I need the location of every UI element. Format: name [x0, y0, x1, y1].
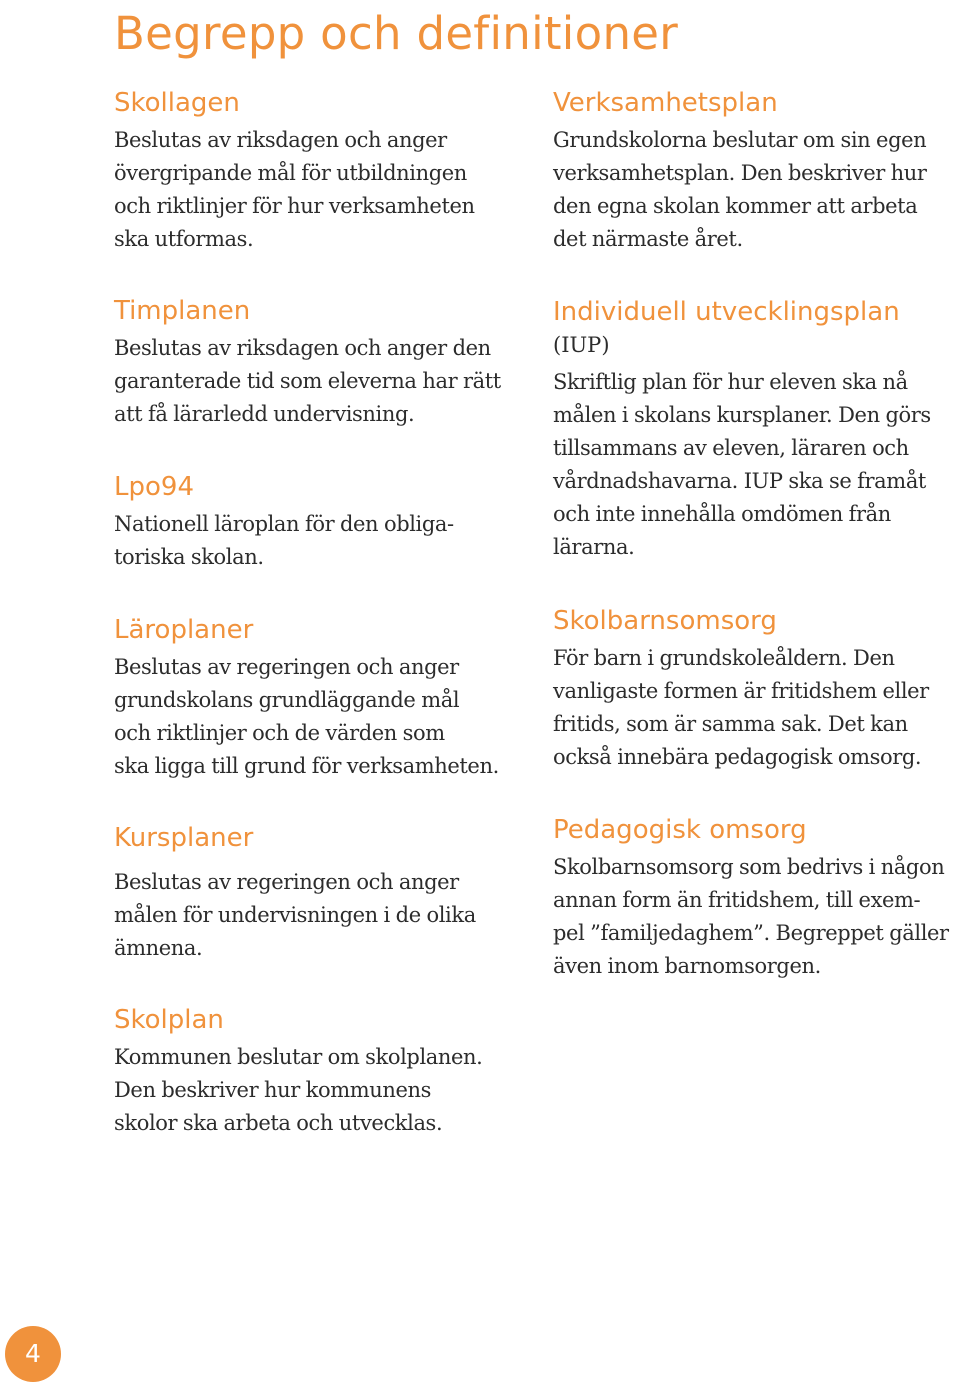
definition-line: För barn i grundskoleåldern. Den: [553, 646, 895, 670]
definition-line: den egna skolan kommer att arbeta: [553, 194, 918, 218]
definition-text: [553, 642, 960, 774]
definition-individuell-utvecklingsplan: [553, 295, 960, 564]
definition-skolbarnsomsorg: [553, 604, 960, 774]
definition-line: målen i skolans kursplaner. Den görs: [553, 403, 931, 427]
definition-text: [114, 508, 534, 574]
definition-laroplaner: [114, 613, 534, 783]
definition-text: [114, 1041, 534, 1140]
definition-skolplan: [114, 1003, 534, 1140]
definition-line: tillsammans av eleven, läraren och: [553, 436, 909, 460]
definition-line: garanterade tid som eleverna har rätt: [114, 369, 501, 393]
definition-line: även inom barnomsorgen.: [553, 954, 821, 978]
definition-line: och riktlinjer och de värden som: [114, 721, 445, 745]
definition-line: Den beskriver hur kommunens: [114, 1078, 432, 1102]
definition-term: Läroplaner: [114, 615, 254, 645]
definition-line: ämnena.: [114, 936, 203, 960]
definition-skollagen: [114, 86, 534, 256]
definition-text: [114, 332, 534, 431]
definition-term: Timplanen: [114, 296, 251, 326]
definition-text: [114, 651, 534, 783]
definition-term: Skolplan: [114, 1005, 224, 1035]
definition-kursplaner: [114, 821, 534, 965]
definition-line: Skolbarnsomsorg som bedrivs i någon: [553, 855, 945, 879]
definition-term: Individuell utvecklingsplan: [553, 297, 900, 327]
definition-line: att få lärarledd undervisning.: [114, 402, 415, 426]
definition-line: övergripande mål för utbildningen: [114, 161, 467, 185]
page-title: Begrepp och definitioner: [114, 7, 679, 60]
definition-line: Nationell läroplan för den obliga-: [114, 512, 454, 536]
definition-line: Kommunen beslutar om skolplanen.: [114, 1045, 483, 1069]
definition-term: Skolbarnsomsorg: [553, 606, 777, 636]
definition-text: [114, 124, 534, 256]
definition-term: Pedagogisk omsorg: [553, 815, 807, 845]
definition-line: och riktlinjer för hur verksamheten: [114, 194, 475, 218]
definition-text: [553, 366, 960, 564]
definition-line: Grundskolorna beslutar om sin egen: [553, 128, 927, 152]
definition-line: också innebära pedagogisk omsorg.: [553, 745, 922, 769]
definition-timplanen: [114, 294, 534, 431]
definition-line: skolor ska arbeta och utvecklas.: [114, 1111, 443, 1135]
definition-term: Lpo94: [114, 472, 194, 502]
definition-abbreviation: (IUP): [553, 333, 610, 357]
definition-text: [553, 851, 960, 983]
definition-pedagogisk-omsorg: [553, 813, 960, 983]
definition-line: Skriftlig plan för hur eleven ska nå: [553, 370, 908, 394]
definition-line: Beslutas av regeringen och anger: [114, 870, 459, 894]
definition-lpo94: [114, 470, 534, 574]
definition-line: pel ”familjedaghem”. Begreppet gäller: [553, 921, 949, 945]
definition-line: ska ligga till grund för verksamheten.: [114, 754, 499, 778]
definition-term: Verksamhetsplan: [553, 88, 778, 118]
definition-text: [114, 866, 534, 965]
definition-line: lärarna.: [553, 535, 635, 559]
page-number-badge: 4: [5, 1326, 61, 1382]
definition-line: ska utformas.: [114, 227, 254, 251]
definition-line: målen för undervisningen i de olika: [114, 903, 476, 927]
definition-line: Beslutas av riksdagen och anger: [114, 128, 447, 152]
definition-line: fritids, som är samma sak. Det kan: [553, 712, 908, 736]
definition-line: annan form än fritidshem, till exem-: [553, 888, 921, 912]
definition-term: Kursplaner: [114, 823, 254, 853]
definition-line: grundskolans grundläggande mål: [114, 688, 460, 712]
definition-line: och inte innehålla omdömen från: [553, 502, 891, 526]
definition-line: vårdnadshavarna. IUP ska se framåt: [553, 469, 926, 493]
definition-line: vanligaste formen är fritidshem eller: [553, 679, 929, 703]
definition-verksamhetsplan: [553, 86, 960, 256]
definition-term: Skollagen: [114, 88, 240, 118]
definition-line: Beslutas av riksdagen och anger den: [114, 336, 491, 360]
definition-line: toriska skolan.: [114, 545, 264, 569]
definition-line: det närmaste året.: [553, 227, 743, 251]
definition-line: verksamhetsplan. Den beskriver hur: [553, 161, 927, 185]
definition-line: Beslutas av regeringen och anger: [114, 655, 459, 679]
definition-text: [553, 124, 960, 256]
